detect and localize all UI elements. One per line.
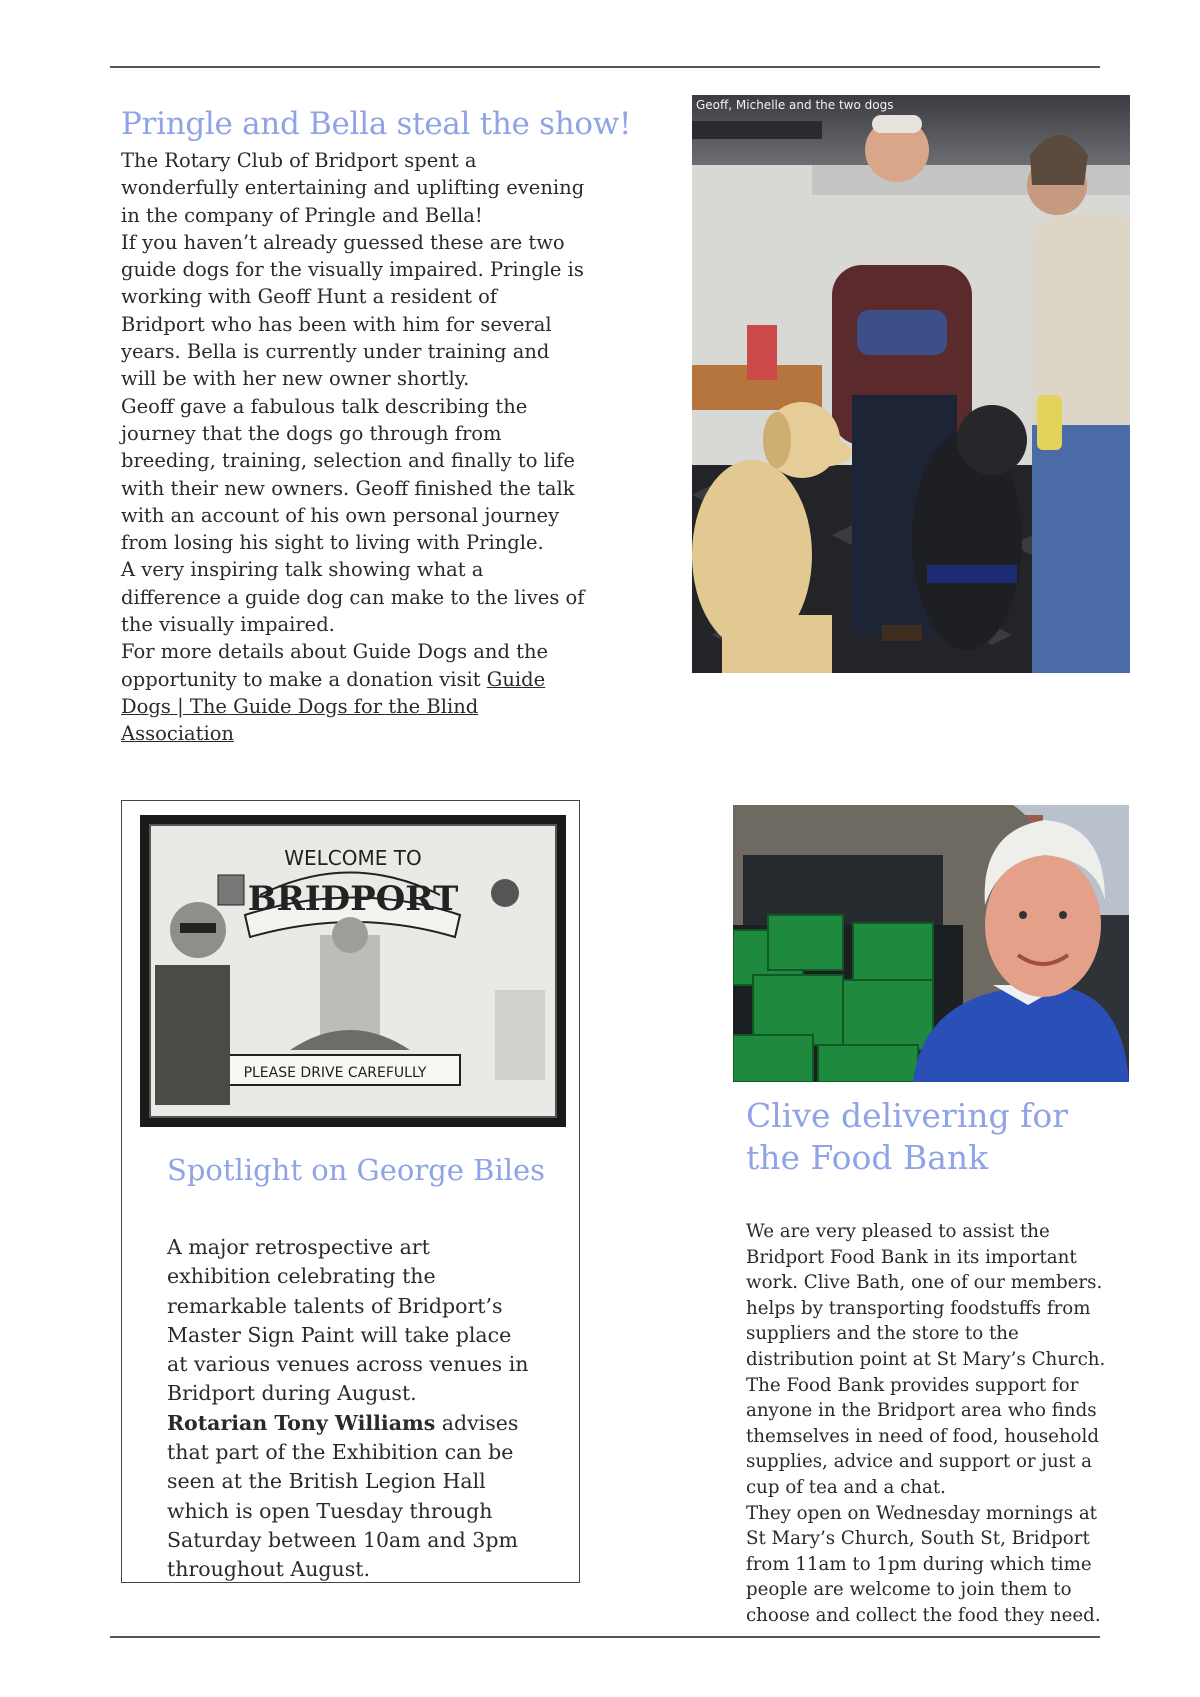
poster-illustration	[140, 815, 566, 1127]
photo-caption: Geoff, Michelle and the two dogs	[696, 98, 894, 112]
welcome-to-bridport-poster-photo	[140, 815, 566, 1127]
rotarian-name: Rotarian Tony Williams	[167, 1410, 436, 1435]
paragraph: A very inspiring talk showing what a difference a guide dog can make to the lives of the visually impaired.	[121, 558, 585, 637]
paragraph-text: advises that part of the Exhibition can be seen at the British Legion Hall which is open Tuesday through Saturday between 10am and 3pm throughout August.	[167, 1410, 519, 1582]
poster-welcome-text: WELCOME TO	[284, 846, 422, 870]
guide-dogs-photo-illustration	[692, 95, 1130, 673]
article-title-pringle-bella: Pringle and Bella steal the show!	[121, 106, 632, 142]
article-title-george-biles: Spotlight on George Biles	[167, 1153, 546, 1187]
guide-dogs-photo	[692, 95, 1130, 673]
guide-dogs-link[interactable]: Guide Dogs | The Guide Dogs for the Blind Association	[121, 667, 546, 746]
paragraph	[121, 638, 586, 747]
paragraph: They open on Wednesday mornings at St Mary’s Church, South St, Bridport from 11am to 1pm during which time people are welcome to join them to choose and collect the food they need.	[746, 1502, 1101, 1626]
article-body-food-bank	[746, 1219, 1116, 1629]
paragraph-text: For more details about Guide Dogs and the opportunity to make a donation visit	[121, 640, 549, 691]
food-bank-selfie-photo	[733, 805, 1129, 1082]
top-divider	[110, 66, 1100, 68]
article-title-food-bank: Clive delivering for the Food Bank	[746, 1096, 1069, 1177]
paragraph: A major retrospective art exhibition celebrating the remarkable talents of Bridport’s Master Sign Paint will take place at various venues across venues in Bridport during August.	[167, 1235, 529, 1406]
paragraph: If you haven’t already guessed these are two guide dogs for the visually impaired. Pringle is working with Geoff Hunt a resident of Bridport who has been with him for several years. Bella is currently under training and will be with her new owner shortly.	[121, 230, 584, 391]
paragraph	[167, 1409, 537, 1585]
paragraph: We are very pleased to assist the Bridport Food Bank in its important work. Clive Bath, one of our members. helps by transporting foodstuffs from suppliers and the store to the distribution point at St Mary’s Church. The Food Bank provides support for anyone in the Bridport area who finds themselves in need of food, household supplies, advice and support or just a cup of tea and a chat.	[746, 1221, 1106, 1498]
poster-town-text: BRIDPORT	[247, 879, 459, 919]
article-body-george-biles	[167, 1233, 537, 1585]
bottom-divider	[110, 1636, 1100, 1638]
paragraph: Geoff gave a fabulous talk describing the journey that the dogs go through from breeding, training, selection and finally to life with their new owners. Geoff finished the talk with an account of his own personal journey from losing his sight to living with Pringle.	[121, 394, 575, 555]
poster-footer-text: PLEASE DRIVE CAREFULLY	[243, 1065, 427, 1081]
article-body-pringle-bella	[121, 147, 586, 748]
food-bank-photo-illustration	[733, 805, 1129, 1082]
paragraph: The Rotary Club of Bridport spent a wonderfully entertaining and uplifting evening in the company of Pringle and Bella!	[121, 149, 585, 227]
